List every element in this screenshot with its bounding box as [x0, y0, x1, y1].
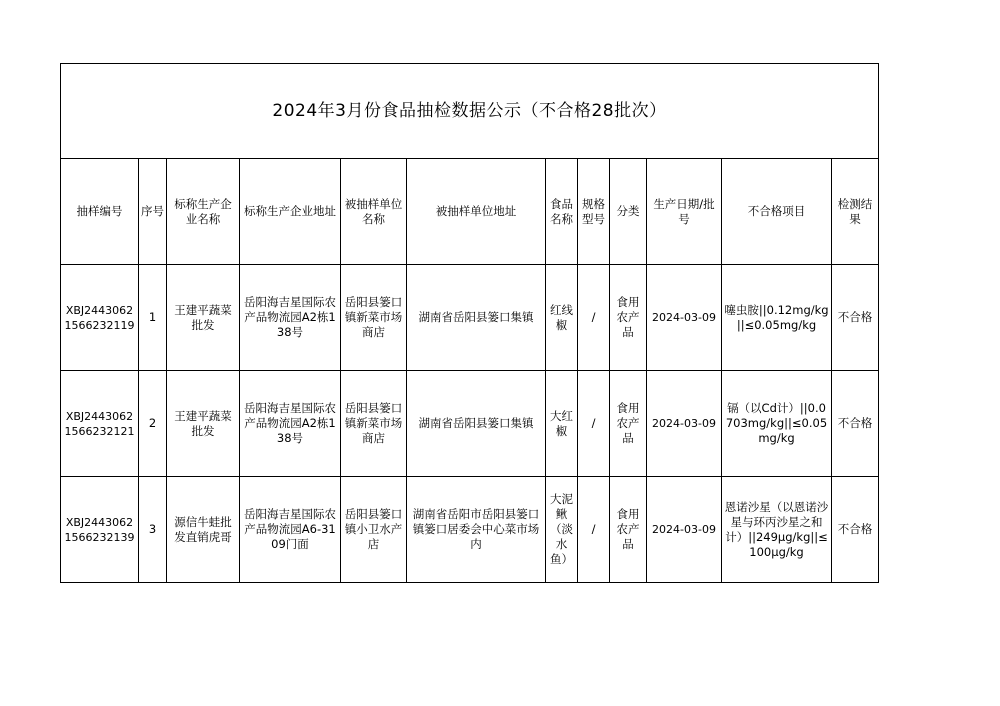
cell-date: 2024-03-09 [647, 477, 722, 583]
table-row [61, 371, 879, 477]
header-producer-addr: 标称生产企业地址 [240, 159, 341, 265]
table-row [61, 265, 879, 371]
header-result: 检测结果 [832, 159, 879, 265]
cell-seq: 3 [139, 477, 167, 583]
header-producer-name: 标称生产企业名称 [167, 159, 240, 265]
cell-sampled-addr: 湖南省岳阳县篓口集镇 [407, 371, 546, 477]
cell-spec: / [578, 477, 610, 583]
header-seq: 序号 [139, 159, 167, 265]
header-date: 生产日期/批号 [647, 159, 722, 265]
cell-category: 食用农产品 [610, 477, 647, 583]
cell-producer-name: 王建平蔬菜批发 [167, 265, 240, 371]
cell-seq: 1 [139, 265, 167, 371]
cell-category: 食用农产品 [610, 371, 647, 477]
cell-sample-no: XBJ24430621566232119 [61, 265, 139, 371]
cell-sample-no: XBJ24430621566232139 [61, 477, 139, 583]
cell-date: 2024-03-09 [647, 371, 722, 477]
inspection-notice [60, 63, 879, 583]
cell-spec: / [578, 371, 610, 477]
cell-sample-no: XBJ24430621566232121 [61, 371, 139, 477]
cell-sampled-addr: 湖南省岳阳县篓口集镇 [407, 265, 546, 371]
cell-item: 恩诺沙星（以恩诺沙星与环丙沙星之和计）||249μg/kg||≤100μg/kg [722, 477, 832, 583]
cell-producer-name: 王建平蔬菜批发 [167, 371, 240, 477]
header-item: 不合格项目 [722, 159, 832, 265]
cell-sampled-unit: 岳阳县篓口镇新菜市场商店 [341, 265, 407, 371]
inspection-table [60, 63, 879, 583]
cell-category: 食用农产品 [610, 265, 647, 371]
cell-result: 不合格 [832, 371, 879, 477]
cell-result: 不合格 [832, 265, 879, 371]
cell-producer-addr: 岳阳海吉星国际农产品物流园A6-3109门面 [240, 477, 341, 583]
cell-seq: 2 [139, 371, 167, 477]
cell-sampled-unit: 岳阳县篓口镇新菜市场商店 [341, 371, 407, 477]
cell-producer-addr: 岳阳海吉星国际农产品物流园A2栋138号 [240, 265, 341, 371]
cell-result: 不合格 [832, 477, 879, 583]
header-sampled-unit: 被抽样单位名称 [341, 159, 407, 265]
cell-spec: / [578, 265, 610, 371]
cell-producer-addr: 岳阳海吉星国际农产品物流园A2栋138号 [240, 371, 341, 477]
page-title: 2024年3月份食品抽检数据公示（不合格28批次） [61, 64, 879, 159]
cell-food-name: 红线椒 [546, 265, 578, 371]
cell-sampled-unit: 岳阳县篓口镇小卫水产店 [341, 477, 407, 583]
cell-sampled-addr: 湖南省岳阳市岳阳县篓口镇篓口居委会中心菜市场内 [407, 477, 546, 583]
header-sample-no: 抽样编号 [61, 159, 139, 265]
cell-producer-name: 源信牛蛙批发直销虎哥 [167, 477, 240, 583]
header-food-name: 食品名称 [546, 159, 578, 265]
cell-food-name: 大泥鳅（淡水鱼） [546, 477, 578, 583]
cell-date: 2024-03-09 [647, 265, 722, 371]
cell-food-name: 大红椒 [546, 371, 578, 477]
header-sampled-addr: 被抽样单位地址 [407, 159, 546, 265]
table-header-row [61, 159, 879, 265]
header-spec: 规格型号 [578, 159, 610, 265]
table-row [61, 477, 879, 583]
cell-item: 噻虫胺||0.12mg/kg||≤0.05mg/kg [722, 265, 832, 371]
header-category: 分类 [610, 159, 647, 265]
cell-item: 镉（以Cd计）||0.0703mg/kg||≤0.05mg/kg [722, 371, 832, 477]
